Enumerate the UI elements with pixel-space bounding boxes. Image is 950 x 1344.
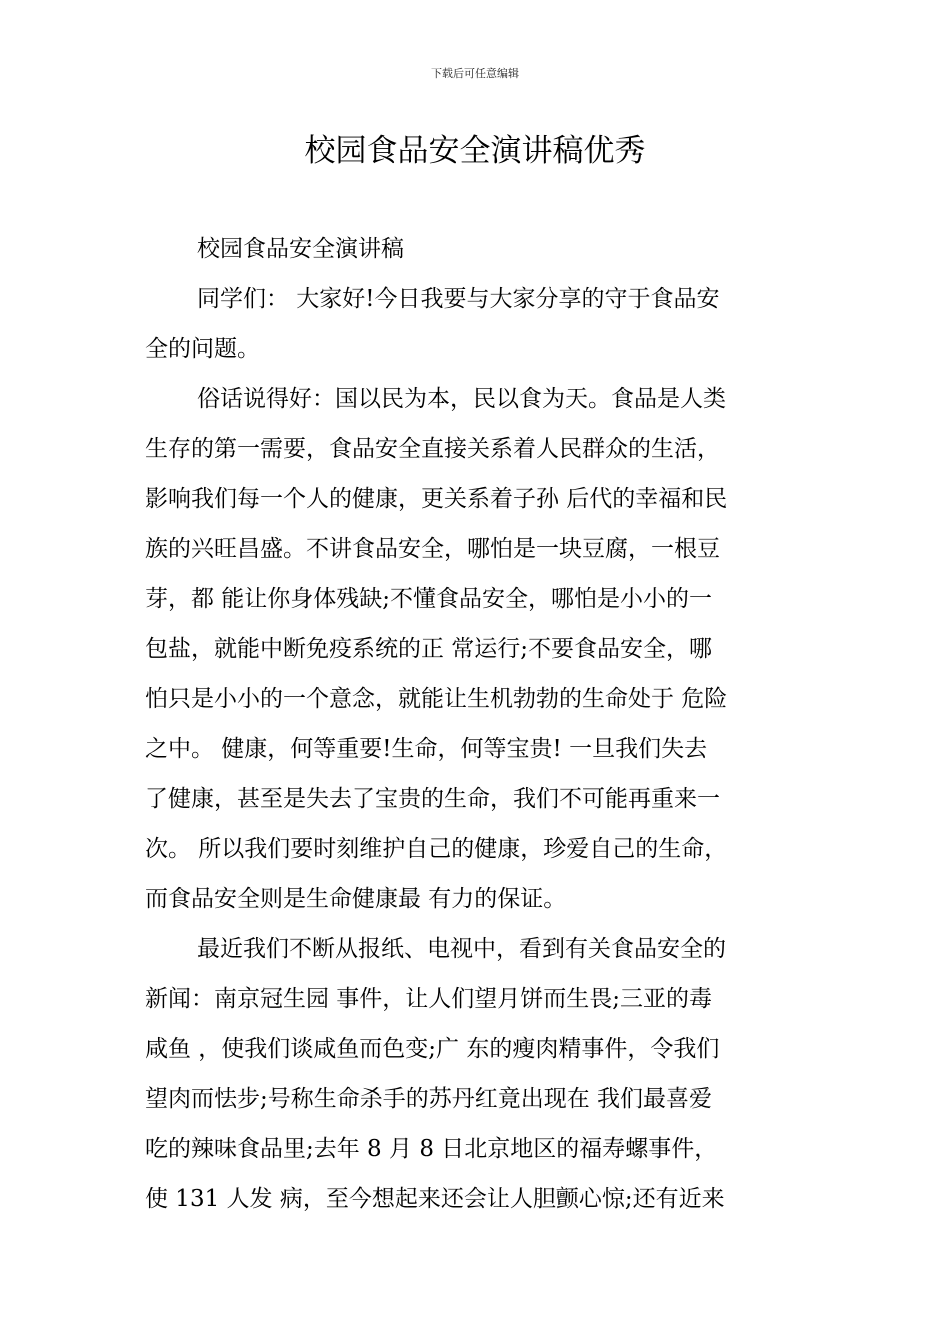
text-line: 全的问题。: [145, 336, 260, 362]
text-line: 使 131 人发 病，至今想起来还会让人胆颤心惊;还有近来: [145, 1186, 725, 1212]
text-line: 之中。 健康，何等重要!生命，何等宝贵! 一旦我们失去: [145, 736, 708, 762]
text-line: 包盐，就能中断免疫系统的正 常运行;不要食品安全，哪: [145, 636, 713, 662]
paragraph: [145, 924, 809, 1224]
text-line: 望肉而怯步;号称生命杀手的苏丹红竟出现在 我们最喜爱: [145, 1086, 713, 1112]
text-line: 俗话说得好：国以民为本，民以食为天。食品是人类: [197, 386, 726, 412]
text-line: 怕只是小小的一个意念，就能让生机勃勃的生命处于 危险: [145, 686, 728, 712]
header-note: 下载后可任意编辑: [431, 67, 519, 80]
text-line: 而食品安全则是生命健康最 有力的保证。: [145, 886, 567, 912]
paragraph: [145, 224, 809, 274]
text-line: 吃的辣味食品里;去年 8 月 8 日北京地区的福寿螺事件，: [145, 1136, 718, 1162]
text-line: 族的兴旺昌盛。不讲食品安全，哪怕是一块豆腐，一根豆: [145, 536, 720, 562]
text-line: 次。 所以我们要时刻维护自己的健康，珍爱自己的生命，: [145, 836, 728, 862]
text-line: 影响我们每一个人的健康，更关系着子孙 后代的幸福和民: [145, 486, 728, 512]
text-line: 新闻：南京冠生园 事件，让人们望月饼而生畏;三亚的毒: [145, 986, 713, 1012]
text-line: 咸鱼 ，使我们谈咸鱼而色变;广 东的瘦肉精事件，令我们: [145, 1036, 720, 1062]
document-body: [145, 224, 809, 1224]
paragraph: [145, 374, 809, 924]
paragraph: [145, 274, 809, 374]
text-line: 了健康，甚至是失去了宝贵的生命，我们不可能再重来一: [145, 786, 720, 812]
text-line: 最近我们不断从报纸、电视中，看到有关食品安全的: [197, 936, 726, 962]
text-line: 生存的第一需要，食品安全直接关系着人民群众的生活，: [145, 436, 720, 462]
text-line: 校园食品安全演讲稿: [197, 236, 404, 262]
document-title: 校园食品安全演讲稿优秀: [304, 133, 646, 169]
text-line: 同学们： 大家好!今日我要与大家分享的守于食品安: [197, 286, 720, 312]
text-line: 芽，都 能让你身体残缺;不懂食品安全，哪怕是小小的一: [145, 586, 713, 612]
